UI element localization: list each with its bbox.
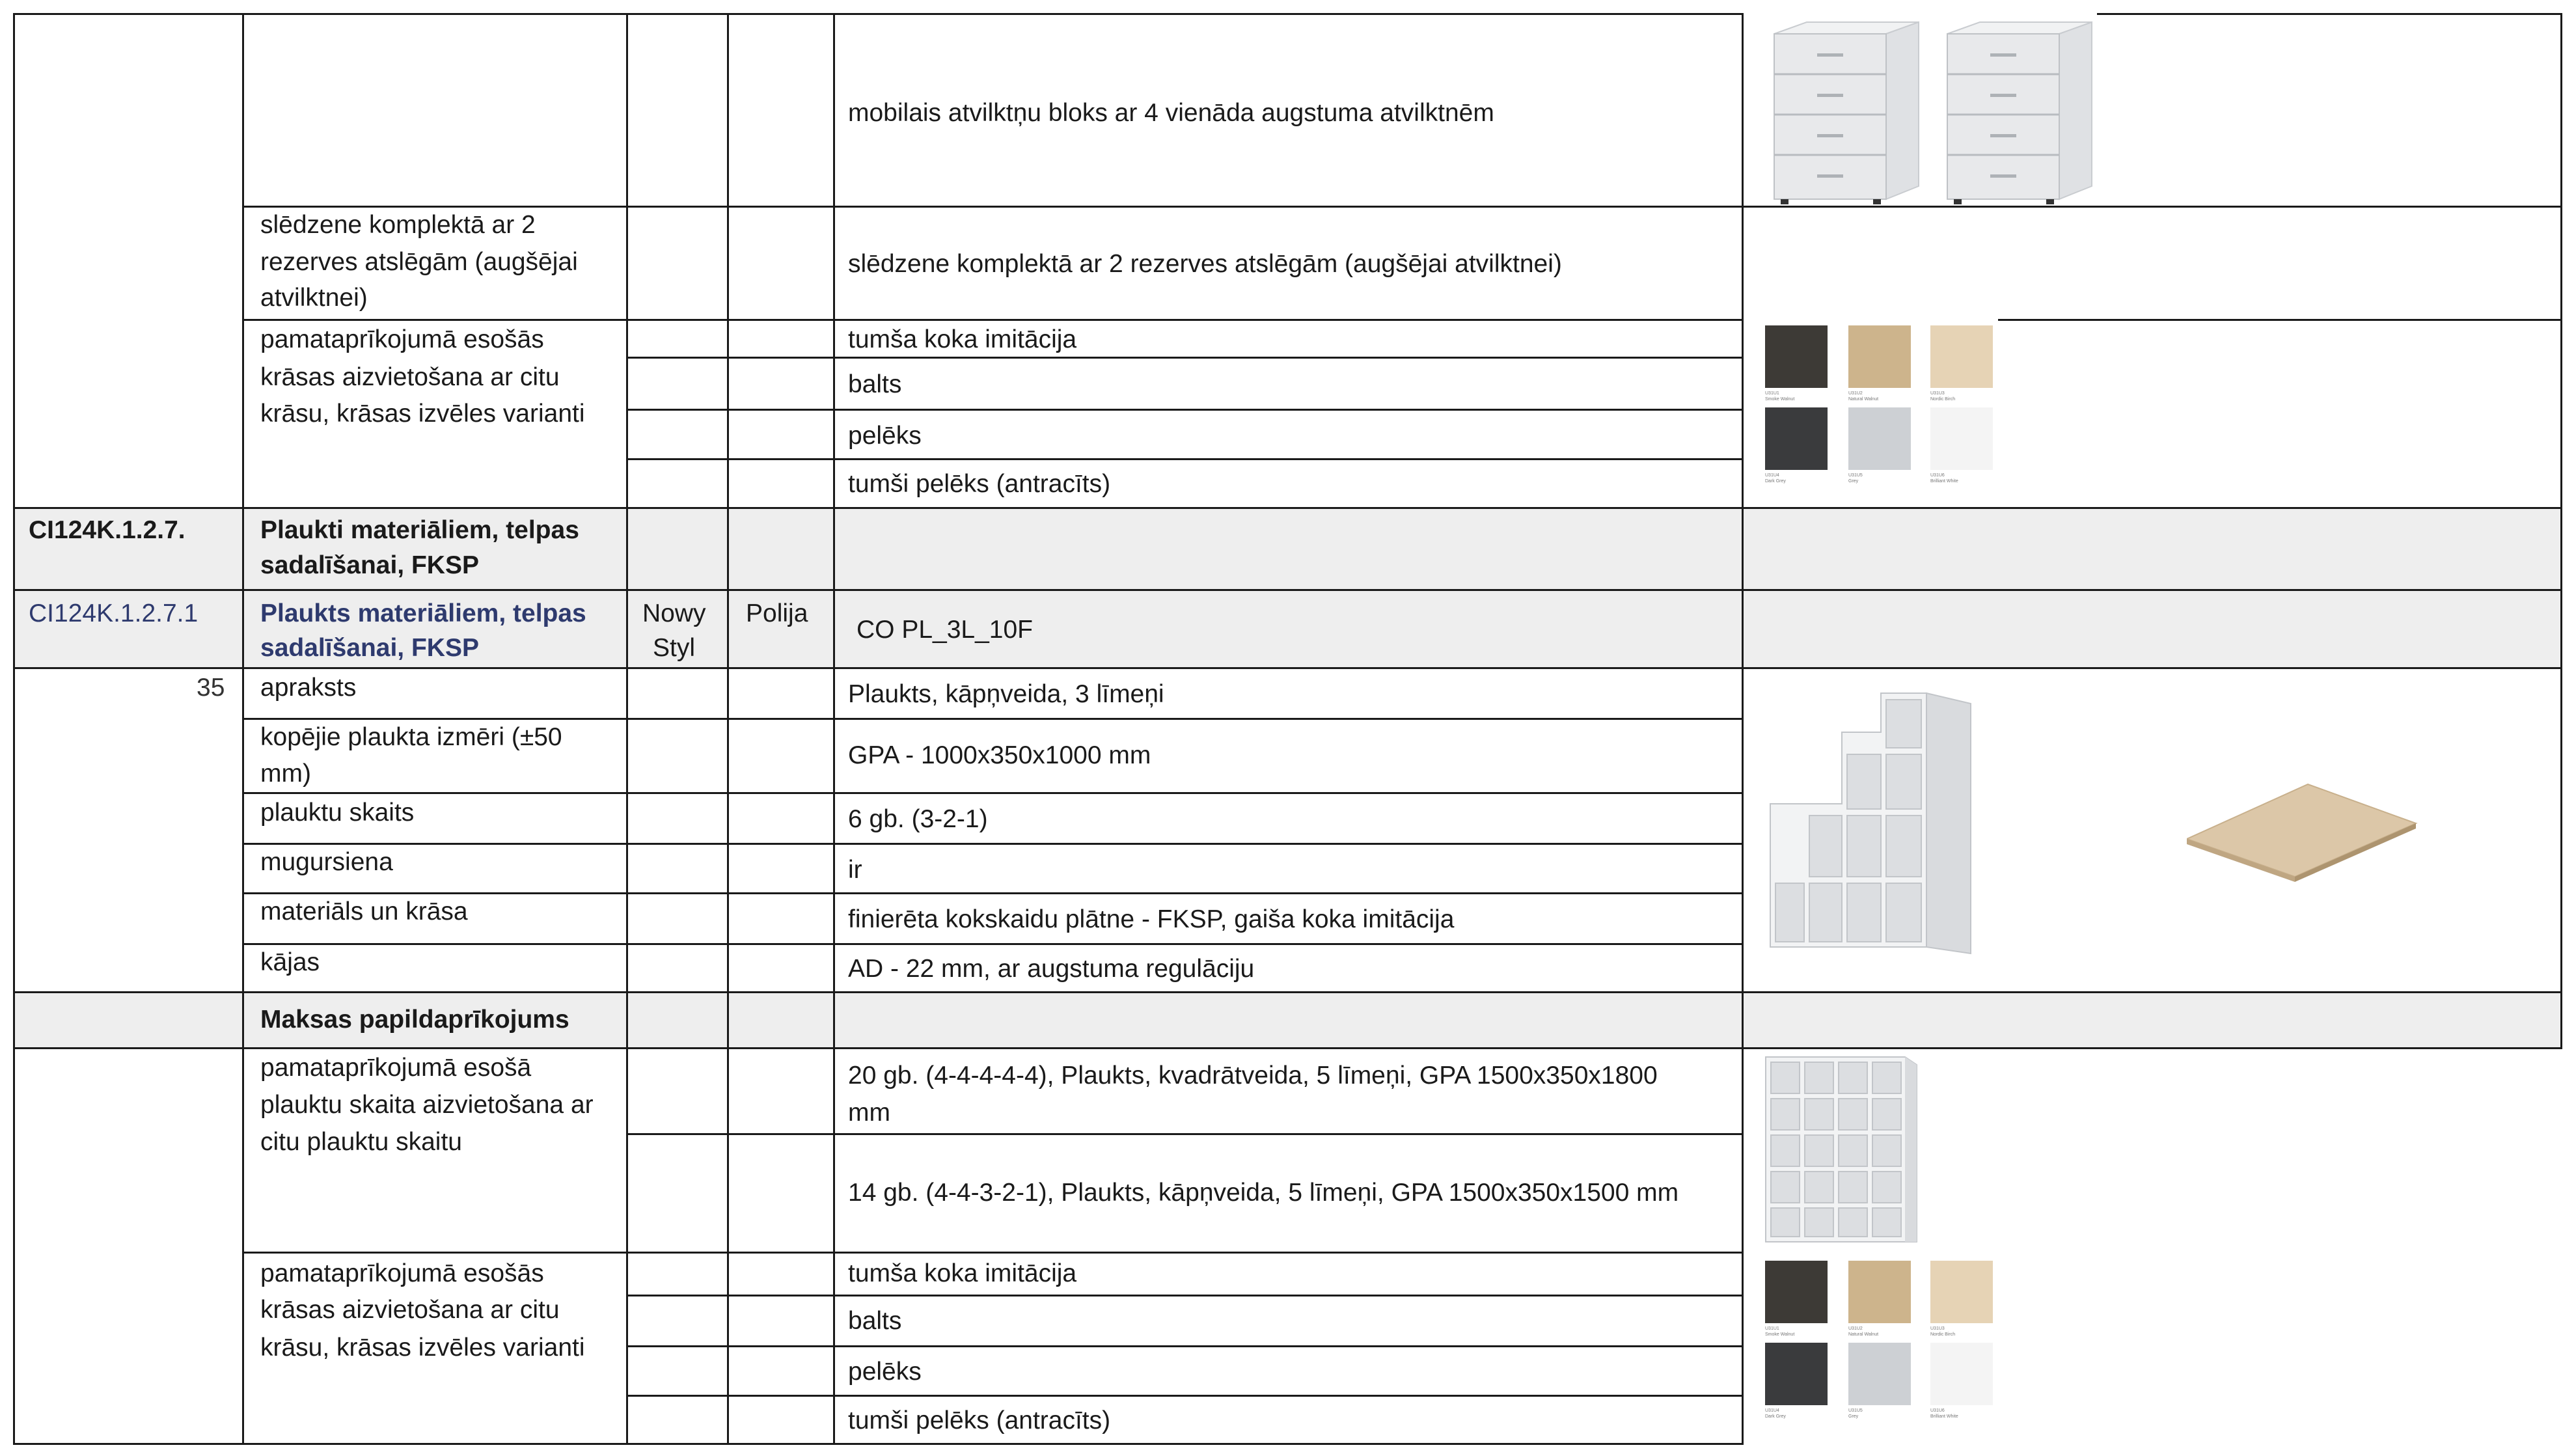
color-param-line2: krāsas aizvietošana ar citu <box>260 363 560 391</box>
item-model: CO PL_3L_10F <box>856 616 1034 644</box>
extras-color-value-4: tumši pelēks (antracīts) <box>848 1406 1111 1434</box>
extras-color-param-line3: krāsu, krāsas izvēles varianti <box>260 1334 585 1362</box>
swatch-label: U31U5 <box>1848 1408 1863 1413</box>
item-country: Polija <box>746 599 808 627</box>
swatch-label: Brilliant White <box>1930 479 1958 484</box>
swatch-grid-bottom <box>1765 1261 1999 1430</box>
spec-value: Plaukts, kāpņveida, 3 līmeņi <box>848 680 1164 708</box>
swatch-label: U31U5 <box>1848 473 1863 478</box>
section-row-image-bg <box>1743 508 2562 590</box>
swatch-label: U31U4 <box>1765 1408 1779 1413</box>
swatch-label: Brilliant White <box>1930 1414 1958 1419</box>
spec-value: ir <box>848 856 862 884</box>
color-value-4: tumši pelēks (antracīts) <box>848 470 1111 498</box>
swatch-label: U31U6 <box>1930 1408 1945 1413</box>
swatch-label: U31U1 <box>1765 391 1779 396</box>
swatch <box>1848 407 1911 470</box>
stepped-shelf-image <box>1764 687 1985 960</box>
spec-param: kājas <box>260 948 320 976</box>
extras-color-param-line1: pamataprīkojumā esošās <box>260 1259 544 1287</box>
swatch <box>1930 407 1993 470</box>
spec-param: mm) <box>260 760 311 788</box>
lock-param-line3: atvilktnei) <box>260 284 368 312</box>
swatch <box>1848 1261 1911 1323</box>
swatch <box>1930 1261 1993 1323</box>
swatch-label: U31U1 <box>1765 1326 1779 1331</box>
shelf-option-1-line2: mm <box>848 1099 890 1127</box>
lock-param-line1: slēdzene komplektā ar 2 <box>260 211 536 239</box>
extras-color-value-3: pelēks <box>848 1358 922 1386</box>
swatch-label: U31U3 <box>1930 391 1945 396</box>
spec-param: mugursiena <box>260 848 393 876</box>
swatch <box>1930 325 1993 388</box>
swatch-label: Nordic Birch <box>1930 397 1956 402</box>
drawer-units-image <box>1765 16 2103 204</box>
swatch-label: U31U2 <box>1848 1326 1863 1331</box>
spec-param: plauktu skaits <box>260 799 415 827</box>
swatch-label: Grey <box>1848 1414 1859 1419</box>
lock-value: slēdzene komplektā ar 2 rezerves atslēgām (augšējai atvilktnei) <box>848 250 1562 278</box>
swatch-grid-top <box>1765 325 1999 495</box>
item-quantity: 35 <box>197 674 225 702</box>
spec-param: kopējie plaukta izmēri (±50 <box>260 723 562 751</box>
extras-color-param-line2: krāsas aizvietošana ar citu <box>260 1296 560 1324</box>
section-code: CI124K.1.2.7. <box>29 516 185 544</box>
item-row-image-bg <box>1743 590 2562 668</box>
shelf-param-line2: plauktu skaita aizvietošana ar <box>260 1091 594 1119</box>
swatch <box>1848 325 1911 388</box>
shelf-param-line1: pamataprīkojumā esošā <box>260 1054 532 1082</box>
extras-color-value-2: balts <box>848 1307 902 1335</box>
swatch-label: Smoke Walnut <box>1765 397 1795 402</box>
shelf-option-1-line1: 20 gb. (4-4-4-4-4), Plaukts, kvadrātveida, 5 līmeņi, GPA 1500x350x1800 <box>848 1062 1658 1090</box>
spec-value: AD - 22 mm, ar augstuma regulāciju <box>848 955 1255 983</box>
spec-value: GPA - 1000x350x1000 mm <box>848 741 1151 769</box>
section-title-line1: Plaukti materiāliem, telpas <box>260 516 579 544</box>
swatch-label: Dark Grey <box>1765 1414 1786 1419</box>
color-value-1: tumša koka imitācija <box>848 325 1077 353</box>
extras-color-value-1: tumša koka imitācija <box>848 1259 1077 1287</box>
swatch <box>1930 1343 1993 1405</box>
swatch <box>1765 325 1828 388</box>
swatch <box>1765 1343 1828 1405</box>
swatch-label: Natural Walnut <box>1848 1332 1879 1337</box>
spec-param: materiāls un krāsa <box>260 898 468 926</box>
item-producer-line2: Styl <box>653 634 696 662</box>
shelf-option-2: 14 gb. (4-4-3-2-1), Plaukts, kāpņveida, 5 līmeņi, GPA 1500x350x1500 mm <box>848 1179 1679 1207</box>
oak-panel-image <box>2187 778 2421 882</box>
spec-value: 6 gb. (3-2-1) <box>848 805 988 833</box>
spec-value: finierēta kokskaidu plātne - FKSP, gaiša koka imitācija <box>848 905 1455 933</box>
swatch-label: Nordic Birch <box>1930 1332 1956 1337</box>
swatch-label: Dark Grey <box>1765 479 1786 484</box>
lock-param-line2: rezerves atslēgām (augšējai <box>260 248 578 276</box>
swatch <box>1848 1343 1911 1405</box>
item-producer-line1: Nowy <box>642 599 706 627</box>
item-title-line2: sadalīšanai, FKSP <box>260 634 479 662</box>
block-description: mobilais atvilktņu bloks ar 4 vienāda augstuma atvilktnēm <box>848 99 1494 127</box>
swatch-label: U31U4 <box>1765 473 1779 478</box>
swatch-label: U31U2 <box>1848 391 1863 396</box>
extras-heading: Maksas papildaprīkojums <box>260 1006 569 1034</box>
shelf-param-line3: citu plauktu skaitu <box>260 1128 463 1156</box>
color-param-line3: krāsu, krāsas izvēles varianti <box>260 400 585 428</box>
item-title-line1: Plaukts materiāliem, telpas <box>260 599 586 627</box>
swatch-label: Natural Walnut <box>1848 397 1879 402</box>
color-value-2: balts <box>848 370 902 398</box>
swatch-label: U31U3 <box>1930 1326 1945 1331</box>
color-value-3: pelēks <box>848 422 922 450</box>
swatch <box>1765 407 1828 470</box>
spec-param: apraksts <box>260 674 357 702</box>
swatch <box>1765 1261 1828 1323</box>
swatch-label: U31U6 <box>1930 473 1945 478</box>
square-shelf-image <box>1761 1052 1923 1247</box>
section-title-line2: sadalīšanai, FKSP <box>260 551 479 579</box>
swatch-label: Smoke Walnut <box>1765 1332 1795 1337</box>
item-code: CI124K.1.2.7.1 <box>29 599 199 627</box>
swatch-label: Grey <box>1848 479 1859 484</box>
color-param-line1: pamataprīkojumā esošās <box>260 325 544 353</box>
